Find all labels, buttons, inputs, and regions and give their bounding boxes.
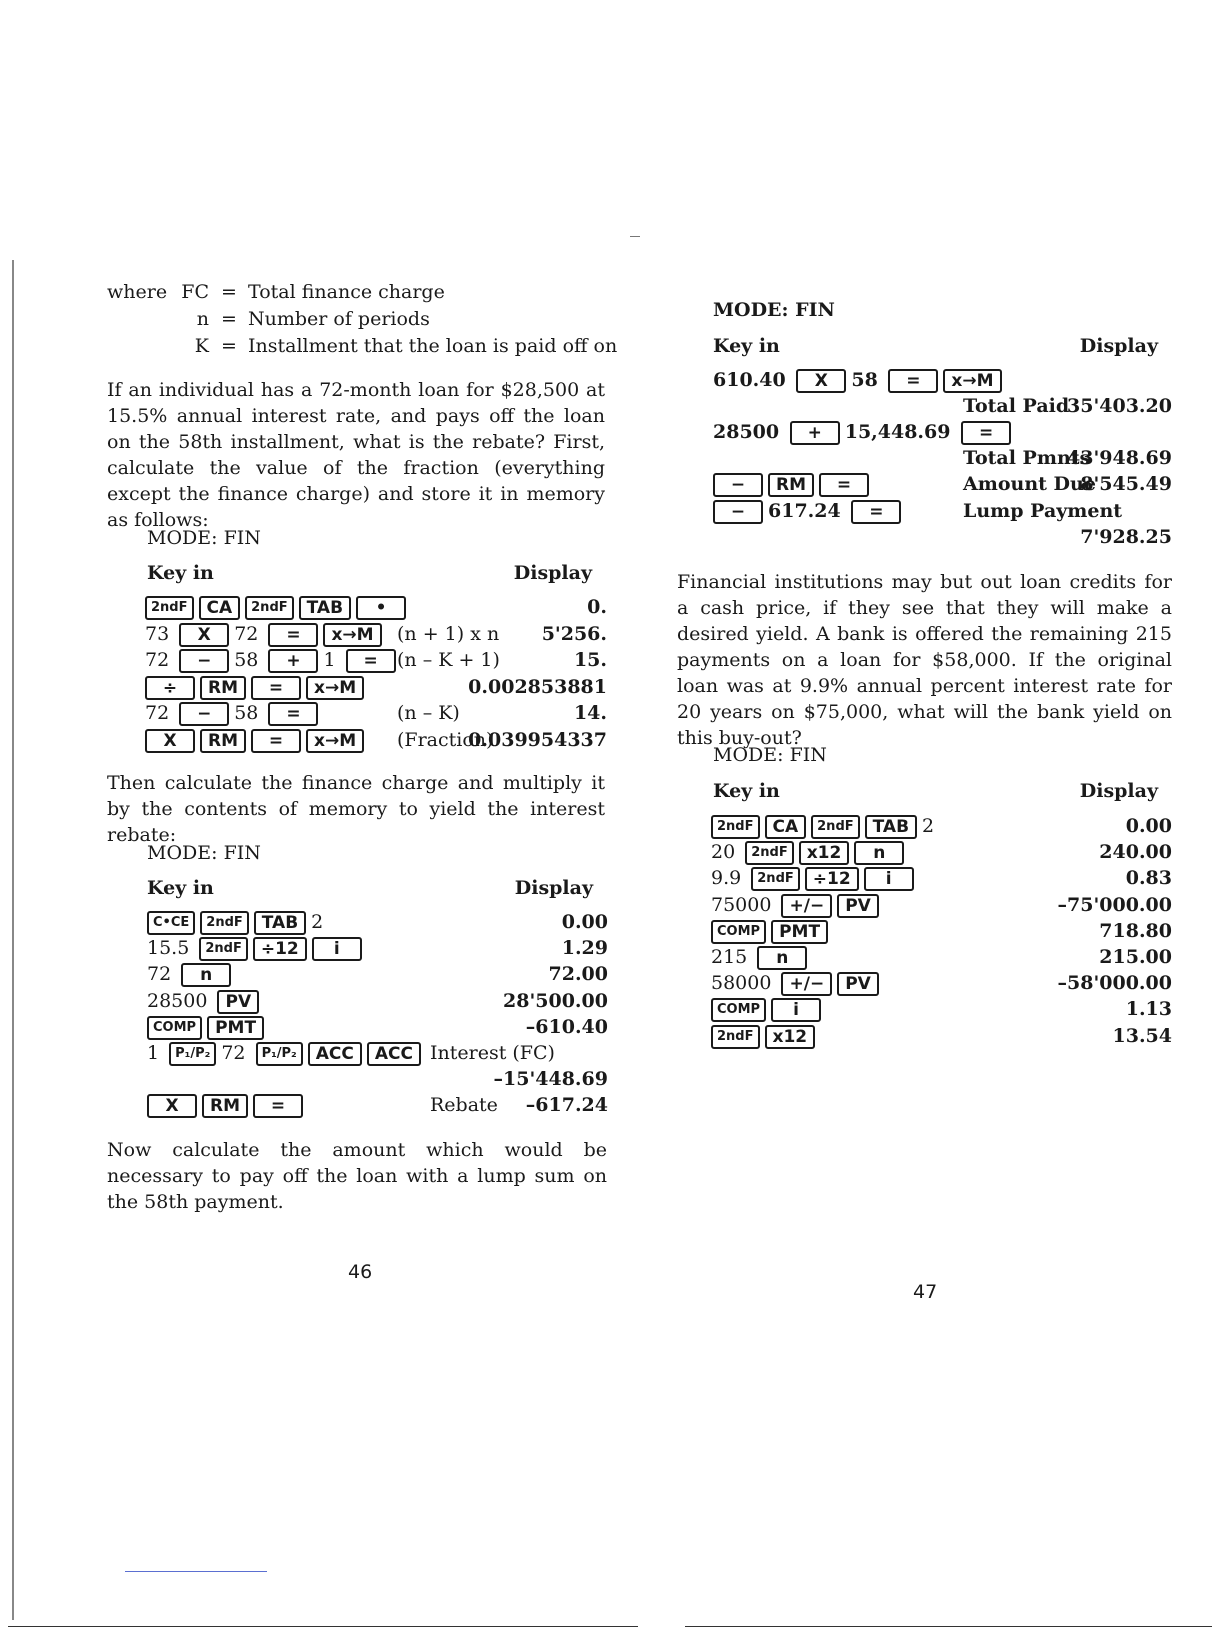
key--button: = [268,702,318,726]
key-in-header-3: Key in [713,335,780,357]
typed-number: 58000 [711,972,778,995]
key-rm-button: RM [200,729,246,753]
key-pv-button: PV [837,972,879,996]
key-pv-button: PV [837,894,879,918]
step-annotation: (n – K) [397,702,460,725]
typed-number: 72 [234,622,265,645]
key--button: ÷ [145,676,195,700]
keystroke-row [147,1016,269,1040]
mode-label-3: MODE: FIN [713,299,835,321]
keystroke-row [713,421,1016,445]
key-2ndf-button: 2ndF [745,841,794,865]
keystroke-row [145,596,411,620]
keystroke-row [711,894,884,918]
key-ca-button: CA [199,596,241,620]
key-x-m-button: x→M [323,623,381,647]
key-x-button: X [147,1094,197,1118]
key--button: + [268,649,318,673]
typed-number: 2 [311,911,324,933]
keystroke-row [711,1025,820,1049]
key-pmt-button: PMT [207,1016,264,1040]
keystroke-row [147,990,264,1014]
typed-number: 610.40 [713,369,793,391]
keystroke-row [147,937,367,961]
key-x-m-button: x→M [943,369,1001,393]
key-12-button: ÷12 [805,867,859,891]
typed-number: 73 [145,622,176,645]
key--button: = [888,369,938,393]
keystroke-row [147,911,327,935]
paragraph-2: Then calculate the finance charge and multiply it by the contents of memory to yield the interest rebate: [107,772,605,846]
definition-equals: = [221,335,237,357]
key-2ndf-button: 2ndF [245,596,294,620]
key--button: +/− [781,894,832,918]
spine-edge [12,260,14,1620]
step-annotation: Amount Due [963,473,1096,496]
display-value: 0.00 [1125,815,1172,837]
key-2ndf-button: 2ndF [751,867,800,891]
key-2ndf-button: 2ndF [200,911,249,935]
keystroke-row [713,369,1007,393]
key-tab-button: TAB [254,911,306,935]
display-value: 15. [573,649,607,672]
key--button: − [179,649,229,673]
key-rm-button: RM [202,1094,248,1118]
key--button: = [268,623,318,647]
definition-equals: = [221,281,237,303]
typed-number: 58 [234,649,265,672]
typed-number: 9.9 [711,867,748,890]
key-i-button: i [864,867,914,891]
key-2ndf-button: 2ndF [711,1025,760,1049]
key-c-ce-button: C•CE [147,911,195,935]
definition-text: Installment that the loan is paid off on [248,335,618,357]
display-value: 43'948.69 [1067,447,1172,470]
display-value: 0.00 [561,911,608,933]
key-acc-button: ACC [308,1042,362,1066]
key-in-header-4: Key in [713,780,780,802]
typed-number: 28500 [713,421,786,444]
definition-symbol: K [194,335,209,357]
step-annotation: Total Pmnts [963,447,1091,470]
display-value: 0.002853881 [468,675,607,698]
keystroke-row [711,972,884,996]
key-n-button: n [181,963,231,987]
key--button: + [790,421,840,445]
typed-number: 215 [711,946,754,968]
display-value: 215.00 [1099,946,1172,968]
mode-label-2: MODE: FIN [147,842,261,864]
key-x12-button: x12 [765,1025,816,1049]
key-pv-button: PV [217,990,259,1014]
definition-symbol: n [196,308,209,330]
key--button: = [851,500,901,524]
footer-blue-line [125,1571,267,1572]
definition-text: Number of periods [248,308,430,330]
step-annotation: Interest (FC) [430,1042,555,1064]
step-annotation: Total Paid [963,395,1070,418]
display-header-4: Display [1079,780,1158,802]
key-x-m-button: x→M [306,729,364,753]
display-value: 35'403.20 [1067,395,1172,418]
typed-number: 72 [147,963,178,986]
display-header-1: Display [513,562,592,584]
key-rm-button: RM [200,676,246,700]
keystroke-row [145,676,369,700]
display-value: 5'256. [541,622,607,645]
display-value: 72.00 [548,963,608,986]
key-comp-button: COMP [711,920,766,944]
typed-number: 75000 [711,893,778,916]
page-number-left: 46 [348,1261,373,1283]
key-p-p-button: P₁/P₂ [256,1042,303,1066]
key--button: = [251,676,301,700]
key-comp-button: COMP [147,1016,202,1040]
display-value: –610.40 [525,1015,608,1038]
typed-number: 1 [147,1042,166,1064]
display-value: 1.13 [1125,998,1172,1021]
step-annotation: (n + 1) x n [397,622,500,645]
display-value: 7'928.25 [1080,525,1172,548]
top-tick [630,236,640,237]
typed-number: 72 [221,1042,252,1064]
definition-text: Total finance charge [248,281,445,303]
keystroke-row [711,841,909,865]
mode-label-1: MODE: FIN [147,527,261,549]
key-12-button: ÷12 [253,937,307,961]
key--button: = [961,421,1011,445]
display-value: 14. [573,702,607,725]
key-i-button: i [312,937,362,961]
key-x-button: X [145,729,195,753]
keystroke-row [147,1094,308,1118]
typed-number: 2 [922,815,935,837]
key--button: = [253,1094,303,1118]
display-value: –75'000.00 [1057,893,1172,916]
key-in-header-1: Key in [147,562,214,584]
keystroke-row [711,920,833,944]
key-i-button: i [771,998,821,1022]
step-annotation: (Fraction) [397,729,494,751]
key-n-button: n [854,841,904,865]
definition-equals: = [221,308,237,330]
key--button: − [713,473,763,497]
typed-number: 28500 [147,989,214,1012]
definition-symbol: FC [181,281,209,303]
key-2ndf-button: 2ndF [145,596,194,620]
keystroke-row [145,702,323,726]
key-x-button: X [179,623,229,647]
key-2ndf-button: 2ndF [711,815,760,839]
display-value: –58'000.00 [1057,972,1172,995]
step-annotation: Rebate [430,1094,498,1117]
keystroke-row [711,998,826,1022]
key-n-button: n [757,946,807,970]
keystroke-row [145,623,387,647]
display-value: 8'545.49 [1080,473,1172,496]
typed-number: 617.24 [768,499,848,522]
key-acc-button: ACC [367,1042,421,1066]
page-number-right: 47 [913,1281,938,1303]
keystroke-row [711,946,812,970]
paragraph-1: If an individual has a 72-month loan for $28,500 at 15.5% annual interest rate, and pays off the loan on the 58th installment, what is the rebate? First, calculate the value of the fraction (everything except the finance charge) and store it in memory as follows: [107,379,605,531]
typed-number: 72 [145,702,176,725]
display-value: –617.24 [525,1094,608,1117]
key--button: − [179,702,229,726]
typed-number: 15,448.69 [844,421,958,444]
key-2ndf-button: 2ndF [811,815,860,839]
display-value: 28'500.00 [503,989,608,1012]
key--button: +/− [781,972,832,996]
keystroke-row [713,473,874,497]
keystroke-row [711,867,919,891]
display-value: 0.039954337 [468,729,607,751]
keystroke-row [713,500,906,524]
key--button: = [251,729,301,753]
key--button: = [819,473,869,497]
typed-number: 15.5 [147,937,196,960]
typed-number: 58 [234,702,265,725]
typed-number: 58 [851,369,885,391]
key-tab-button: TAB [865,815,917,839]
display-value: 0. [587,596,607,618]
typed-number: 72 [145,649,176,672]
keystroke-row [145,649,401,673]
keystroke-row [711,815,938,839]
display-header-2: Display [514,877,593,899]
key-ca-button: CA [765,815,807,839]
where-label: where [107,281,168,303]
mode-label-4: MODE: FIN [713,744,827,766]
display-header-3: Display [1079,335,1158,357]
keystroke-row [147,963,236,987]
key--button: = [346,649,396,673]
key-in-header-2: Key in [147,877,214,899]
typed-number: 1 [323,649,342,672]
key-x-m-button: x→M [306,676,364,700]
keystroke-row [145,729,369,753]
key-tab-button: TAB [299,596,351,620]
paragraph-4: Financial institutions may but out loan credits for a cash price, if they see that they will make a desired yield. A bank is offered the remaining 215 payments on a loan for $58,000. If the original loan was at 9.9% annual percent interest rate for 20 years on $75,000, what will the bank yield on this buy-out? [677,571,1172,749]
key-rm-button: RM [768,473,814,497]
keystroke-row [147,1042,426,1066]
display-value: 240.00 [1099,841,1172,864]
display-value: 13.54 [1112,1024,1172,1047]
display-value: 718.80 [1099,919,1172,942]
key-p-p-button: P₁/P₂ [169,1042,216,1066]
key-pmt-button: PMT [771,920,828,944]
typed-number: 20 [711,841,742,864]
step-annotation: (n – K + 1) [397,649,500,672]
key-2ndf-button: 2ndF [199,937,248,961]
key--button: − [713,500,763,524]
display-value: 1.29 [561,937,608,960]
paragraph-3: Now calculate the amount which would be necessary to pay off the loan with a lump sum on the 58th payment. [107,1139,607,1213]
key-comp-button: COMP [711,998,766,1022]
key-x-button: X [796,369,846,393]
display-value: –15'448.69 [493,1068,608,1091]
display-value: 0.83 [1125,867,1172,890]
key-x12-button: x12 [799,841,850,865]
key--button: • [356,596,406,620]
step-annotation: Lump Payment [963,499,1123,522]
